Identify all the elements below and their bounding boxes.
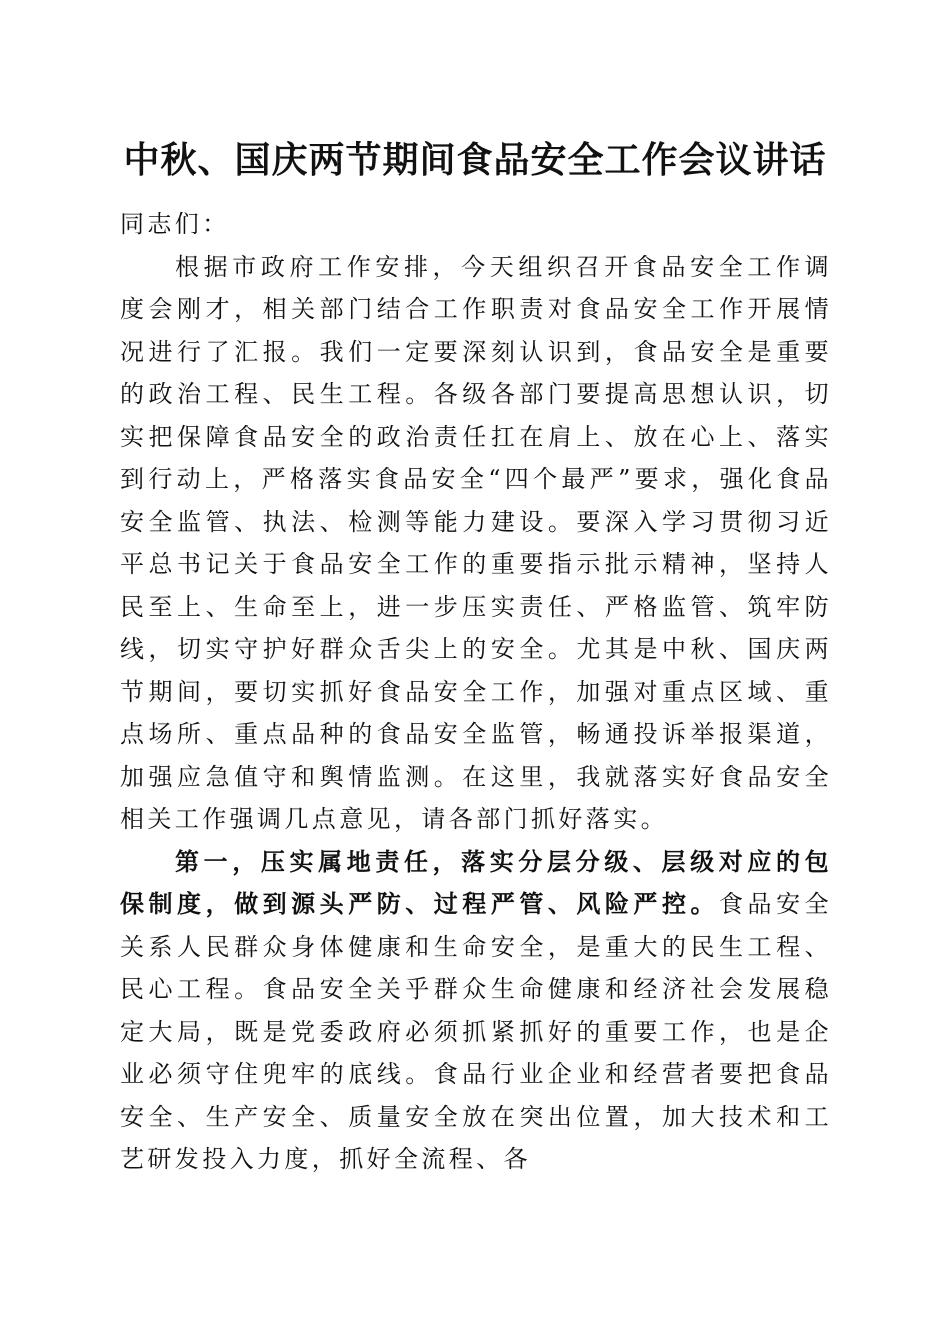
document-title: 中秋、国庆两节期间食品安全工作会议讲话 — [123, 139, 827, 181]
salutation: 同志们： — [120, 210, 230, 238]
paragraph-intro — [120, 246, 832, 841]
paragraph-text: 食品安全关系人民群众身体健康和生命安全，是重大的民生工程、民心工程。食品安全关乎群众生命健康和经济社会发展稳定大局，既是党委政府必须抓紧抓好的重要工作，也是企业必须守住兜牢的底线。食品行业企业和经营者要把食品安全、生产安全、质量安全放在突出位置，加大技术和工艺研发投入力度，抓好全流程、各 — [120, 890, 832, 1173]
document-body — [120, 203, 832, 1181]
paragraph-first-point — [120, 841, 832, 1181]
paragraph-lead: 第一，压实属地责任，落实分层分级、层级对应的包保制度，做到源头严防、过程严管、风险严控。 — [120, 846, 832, 918]
paragraph-text: 根据市政府工作安排，今天组织召开食品安全工作调度会刚才，相关部门结合工作职责对食品安全工作开展情况进行了汇报。我们一定要深刻认识到，食品安全是重要的政治工程、民生工程。各级各部门要提高思想认识，切实把保障食品安全的政治责任扛在肩上、放在心上、落实到行动上，严格落实食品安全“四个最严”要求，强化食品安全监管、执法、检测等能力建设。要深入学习贯彻习近平总书记关于食品安全工作的重要指示批示精神，坚持人民至上、生命至上，进一步压实责任、严格监管、筑牢防线，切实守护好群众舌尖上的安全。尤其是中秋、国庆两节期间，要切实抓好食品安全工作，加强对重点区域、重点场所、重点品种的食品安全监管，畅通投诉举报渠道，加强应急值守和舆情监测。在这里，我就落实好食品安全相关工作强调几点意见，请各部门抓好落实。 — [120, 252, 832, 833]
